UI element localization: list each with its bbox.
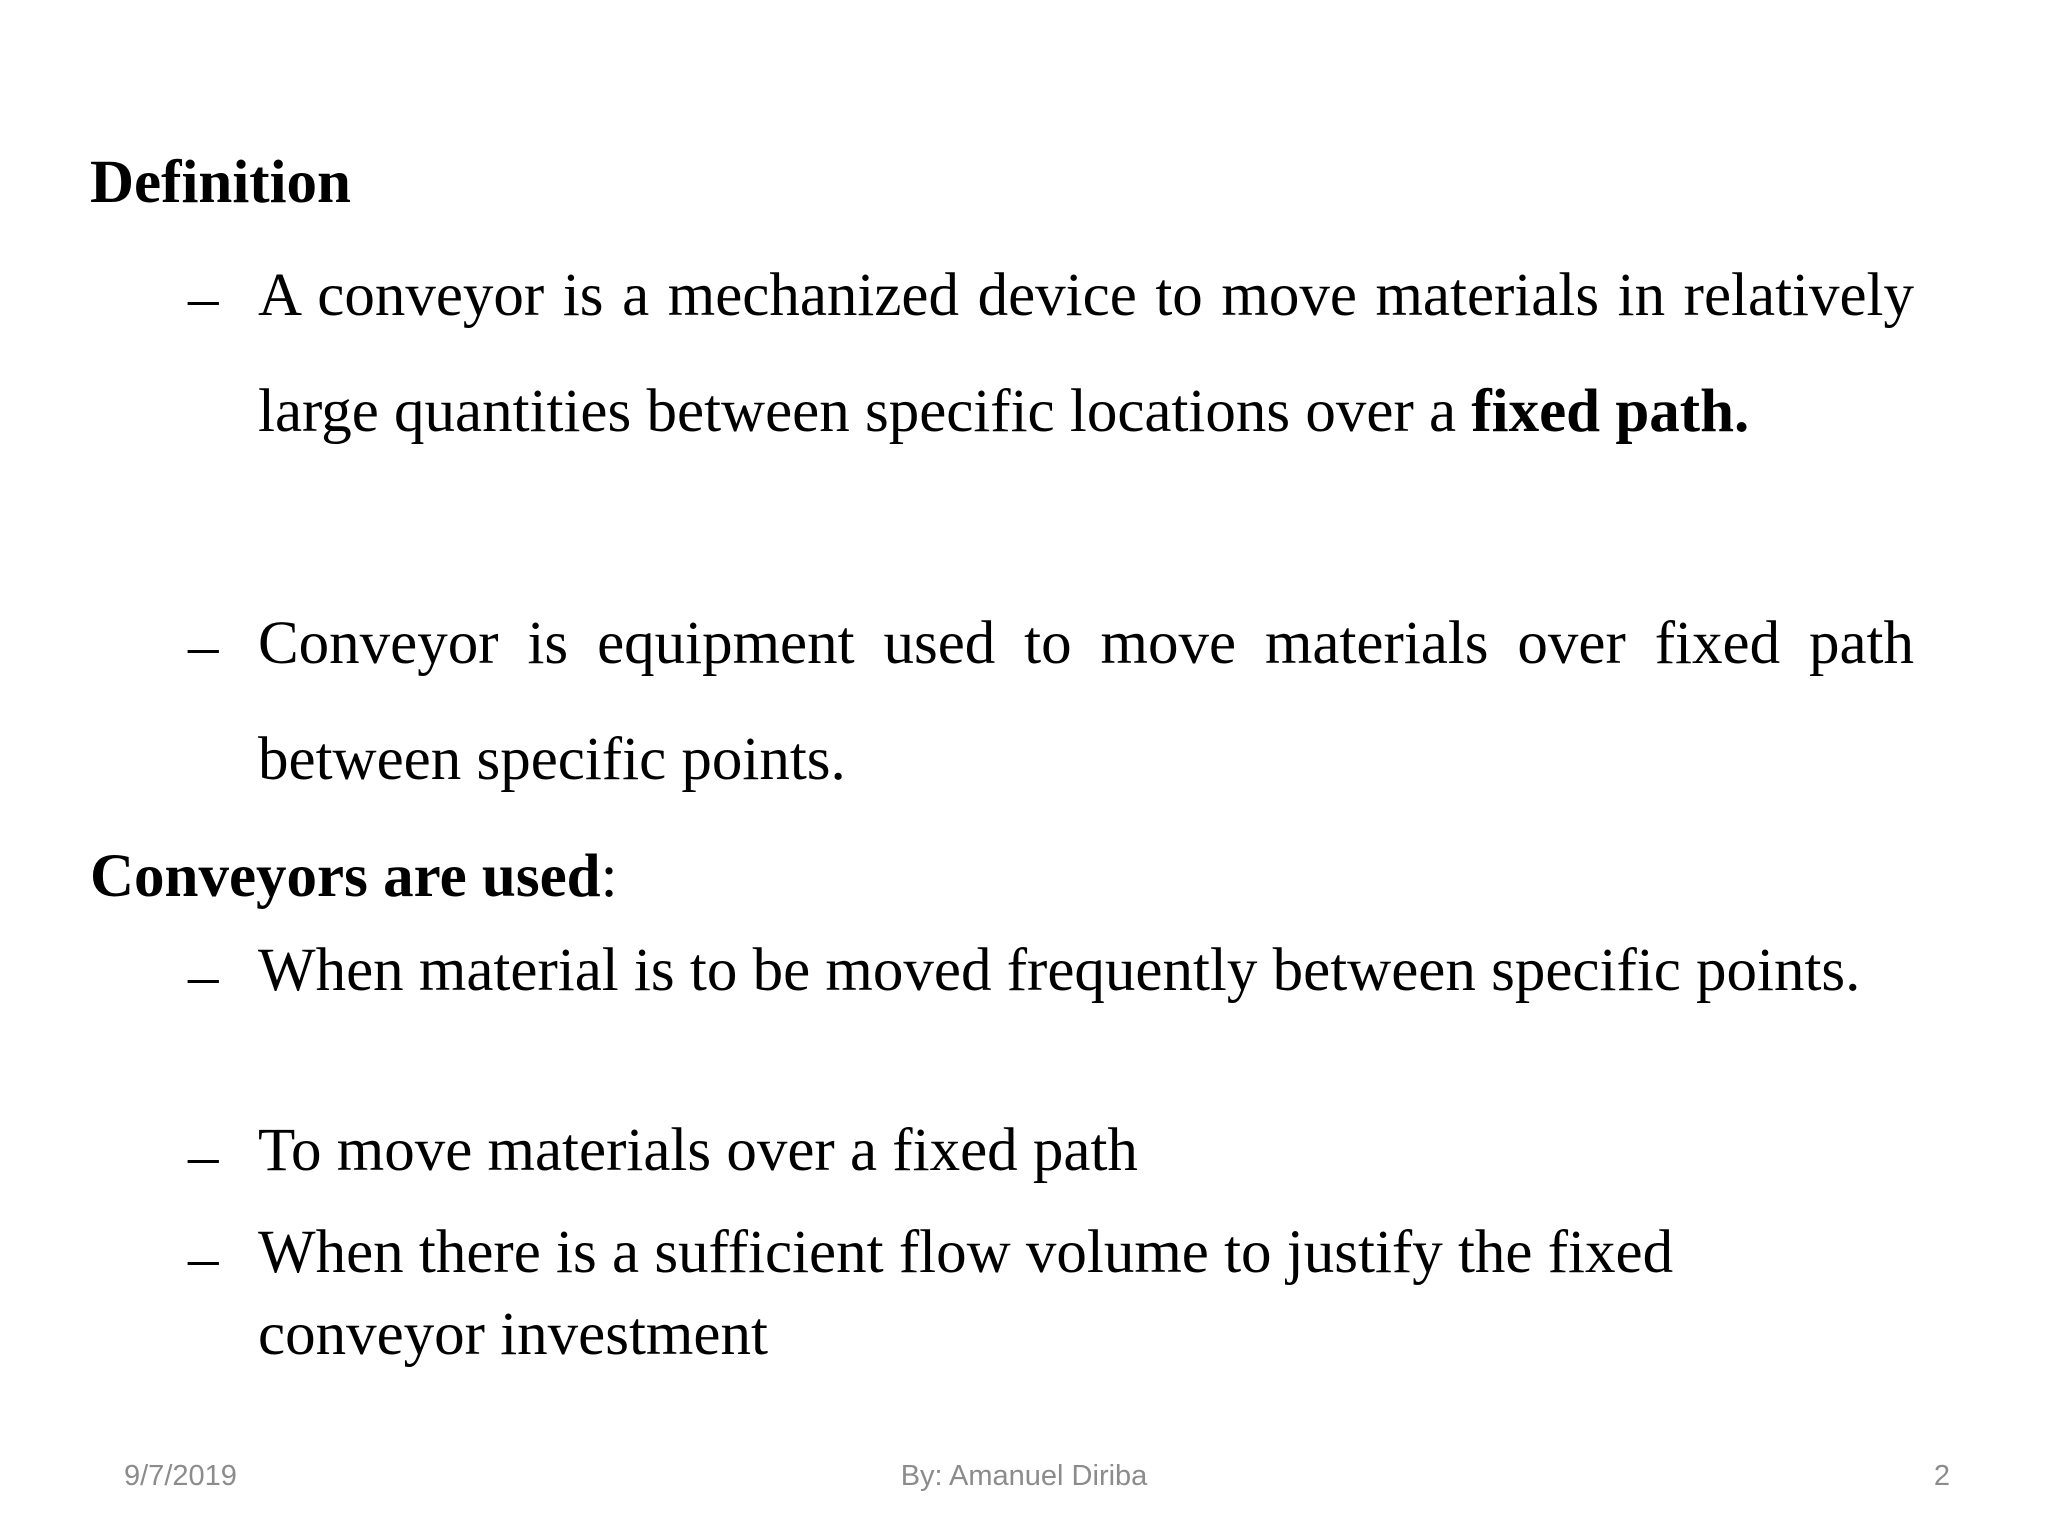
bullet-dash: – (188, 613, 219, 680)
usage-item-2 (258, 1110, 1914, 1192)
usage-item-3 (258, 1212, 1914, 1376)
usage-item-1-text: When material is to be moved frequently between specific points. (258, 937, 1861, 1004)
footer-date: 9/7/2019 (124, 1460, 237, 1492)
definition-item-2 (258, 586, 1914, 818)
definition-item-1-bold: fixed path. (1471, 378, 1750, 445)
definition-item-1 (258, 238, 1914, 470)
usage-item-2-text: To move materials over a fixed path (258, 1117, 1138, 1184)
bullet-dash: – (188, 943, 219, 1010)
usage-item-3-text: When there is a sufficient flow volume to justify the fixed conveyor investment (258, 1219, 1674, 1368)
footer-author: By: Amanuel Diriba (900, 1460, 1148, 1492)
bullet-dash: – (188, 1225, 219, 1292)
bullet-dash: – (188, 1123, 219, 1190)
usage-item-1 (258, 930, 1914, 1012)
definition-heading: Definition (90, 149, 351, 216)
definition-item-1-text: A conveyor is a mechanized device to move materials in relatively large quantities between specific locations over a (258, 262, 1914, 445)
footer-page-number: 2 (1933, 1460, 1950, 1492)
definition-item-2-text: Conveyor is equipment used to move materials over fixed path between specific points. (258, 610, 1914, 793)
bullet-dash: – (188, 265, 219, 332)
usage-heading: Conveyors are used: (90, 843, 618, 910)
